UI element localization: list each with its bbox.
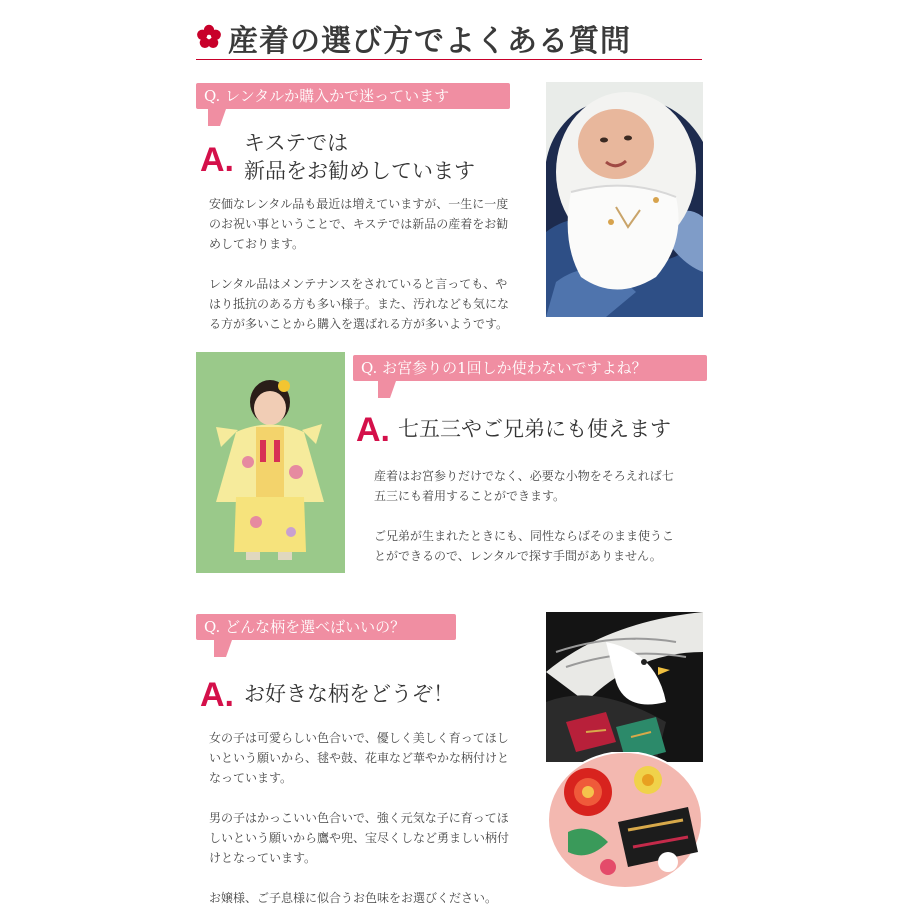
- answer-body: [374, 466, 704, 566]
- plum-blossom-icon: [196, 24, 222, 50]
- bubble-tail: [208, 109, 226, 126]
- body-line: お嬢様、ご子息様に似合うお色味をお選びください。: [209, 891, 498, 905]
- answer-line: 七五三やご兄弟にも使えます: [398, 417, 671, 441]
- question-bubble: Q. お宮参りの1回しか使わないですよね？: [353, 355, 707, 381]
- page-header: [196, 14, 702, 60]
- answer-body: [209, 728, 539, 908]
- page-title: 産着の選び方でよくある質問: [228, 24, 631, 59]
- body-line: る方が多いことから購入を選ばれる方が多いようです。: [209, 317, 509, 331]
- body-line: はり抵抗のある方も多い様子。また、汚れなども気にな: [209, 297, 510, 311]
- body-line: なっています。: [209, 771, 293, 785]
- body-line: しいという願いから鷹や兜、宝尽くしなど勇ましい柄付: [209, 831, 510, 845]
- body-line: のお祝い事ということで、キステでは新品の産着をお勧: [209, 217, 509, 231]
- body-line: 女の子は可愛らしい色合いで、優しく美しく育ってほし: [209, 731, 509, 745]
- body-line: 男の子はかっこいい色合いで、強く元気な子に育ってほ: [209, 811, 509, 825]
- hawk-pattern-photo: [546, 612, 703, 762]
- answer-letter: A.: [356, 411, 390, 449]
- answer-letter: A.: [200, 676, 234, 714]
- body-line: めしております。: [209, 237, 305, 251]
- body-line: ご兄弟が生まれたときにも、同性ならばそのまま使うこ: [374, 529, 675, 543]
- body-line: 安価なレンタル品も最近は増えていますが、一生に一度: [209, 197, 509, 211]
- child-photo: [196, 352, 345, 573]
- body-line: けとなっています。: [209, 851, 317, 865]
- header-divider: [196, 59, 702, 60]
- question-bubble: Q. レンタルか購入かで迷っています: [196, 83, 510, 109]
- body-line: 五三にも着用することができます。: [374, 489, 566, 503]
- answer-line: 新品をお勧めしています: [244, 159, 475, 183]
- body-line: とができるので、レンタルで探す手間がありません。: [374, 549, 662, 563]
- answer-body: [209, 194, 539, 334]
- body-line: いという願いから、毬や鼓、花車など華やかな柄付けと: [209, 751, 510, 765]
- baby-photo: [546, 82, 703, 317]
- answer-line: お好きな柄をどうぞ！: [244, 682, 454, 706]
- bubble-tail: [378, 381, 396, 398]
- question-bubble: Q. どんな柄を選べばいいの？: [196, 614, 456, 640]
- body-line: 産着はお宮参りだけでなく、必要な小物をそろえれば七: [374, 469, 674, 483]
- body-line: レンタル品はメンテナンスをされていると言っても、や: [209, 277, 508, 291]
- floral-pattern-photo: [548, 752, 703, 892]
- bubble-tail: [214, 640, 232, 657]
- answer-line: キステでは: [244, 131, 349, 155]
- answer-letter: A.: [200, 141, 234, 179]
